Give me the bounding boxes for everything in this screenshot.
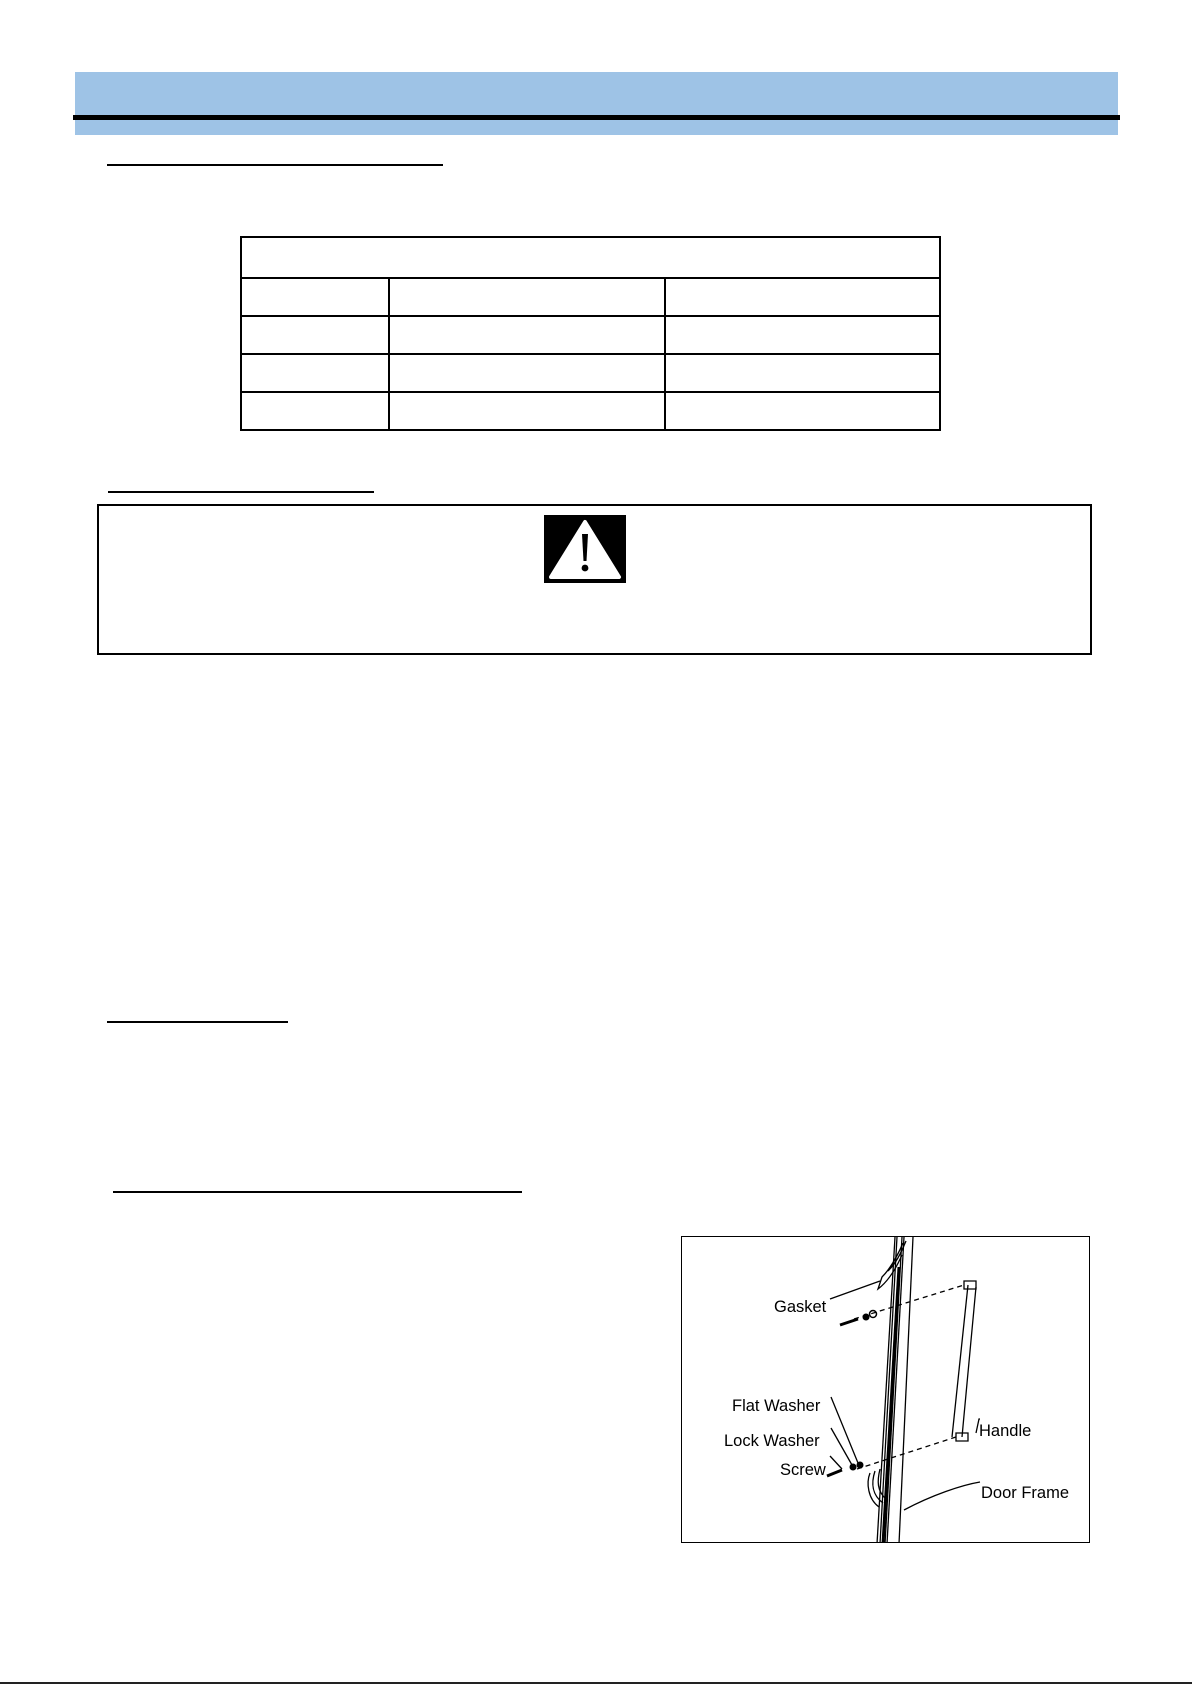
spec-table xyxy=(240,236,941,431)
handle-label: Handle xyxy=(979,1422,1032,1440)
table-cell xyxy=(389,316,665,354)
door-frame-label: Door Frame xyxy=(981,1484,1070,1502)
footer-rule xyxy=(0,1682,1192,1684)
spec-table-row xyxy=(241,354,940,392)
table-cell xyxy=(389,278,665,316)
table-cell xyxy=(389,392,665,430)
spec-table-row xyxy=(241,392,940,430)
spec-table-title-cell xyxy=(241,237,940,278)
table-cell xyxy=(389,354,665,392)
warning-triangle-icon xyxy=(544,515,626,583)
spec-table-row xyxy=(241,278,940,316)
section-heading-underline-1 xyxy=(107,164,443,166)
section-heading-underline-3 xyxy=(107,1021,288,1023)
table-cell xyxy=(241,278,389,316)
table-cell xyxy=(665,316,940,354)
table-cell xyxy=(241,392,389,430)
flat-washer-label: Flat Washer xyxy=(732,1397,821,1415)
section-heading-underline-2 xyxy=(108,491,374,493)
table-cell xyxy=(241,316,389,354)
lock-washer-label: Lock Washer xyxy=(724,1432,820,1450)
table-cell xyxy=(665,392,940,430)
table-cell xyxy=(241,354,389,392)
table-cell xyxy=(665,354,940,392)
header-band xyxy=(75,72,1118,135)
spec-table-title-row xyxy=(241,237,940,278)
spec-table-row xyxy=(241,316,940,354)
gasket-label: Gasket xyxy=(774,1298,827,1316)
table-cell xyxy=(665,278,940,316)
section-heading-underline-4 xyxy=(113,1191,522,1193)
header-rule xyxy=(73,115,1120,120)
handle-installation-figure xyxy=(681,1236,1090,1543)
screw-label: Screw xyxy=(780,1461,826,1479)
